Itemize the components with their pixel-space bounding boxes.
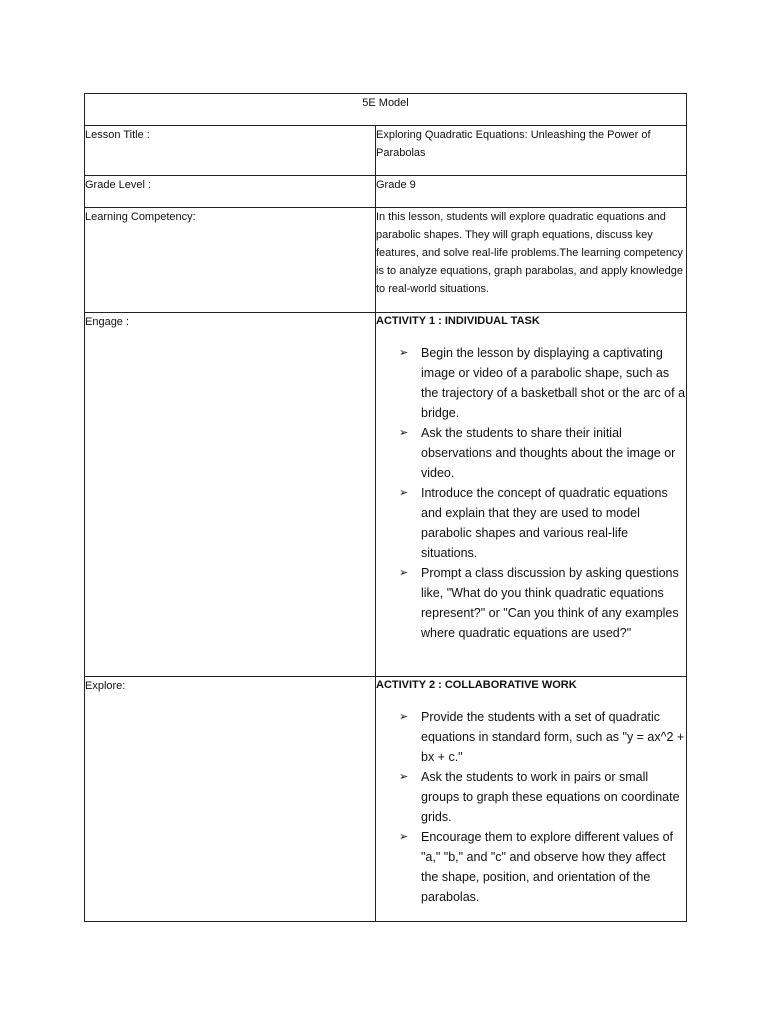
- bullet-text: Ask the students to work in pairs or small groups to graph these equations on coordinate grids.: [421, 770, 680, 824]
- arrowhead-bullet-icon: ➢: [399, 771, 409, 783]
- list-item: [399, 483, 686, 563]
- learning-competency-row: [85, 208, 687, 313]
- list-item: [399, 423, 686, 483]
- list-item: [399, 343, 686, 423]
- list-item: [399, 827, 686, 907]
- grade-level-row: [85, 176, 687, 208]
- list-item: [399, 563, 686, 643]
- bullet-text: Begin the lesson by displaying a captivating image or video of a parabolic shape, such as the trajectory of a basketball shot or the arc of a bridge.: [421, 346, 686, 420]
- bullet-text: Introduce the concept of quadratic equations and explain that they are used to model parabolic shapes and various real-life situations.: [421, 486, 668, 560]
- list-item: [399, 707, 686, 767]
- engage-row: [85, 313, 687, 677]
- arrowhead-bullet-icon: ➢: [399, 567, 409, 579]
- engage-bullet-list: [376, 343, 686, 643]
- table-header-row: [85, 94, 687, 126]
- engage-label: Engage :: [85, 313, 376, 677]
- lesson-title-value: Exploring Quadratic Equations: Unleashing the Power of Parabolas: [376, 126, 687, 176]
- arrowhead-bullet-icon: ➢: [399, 427, 409, 439]
- table-title: 5E Model: [362, 97, 409, 109]
- bullet-text: Encourage them to explore different values of "a," "b," and "c" and observe how they affect the shape, position, and orientation of the parabolas.: [421, 830, 674, 904]
- arrowhead-bullet-icon: ➢: [399, 831, 409, 843]
- explore-content: [376, 677, 687, 922]
- explore-activity-heading: ACTIVITY 2 : COLLABORATIVE WORK: [376, 679, 577, 691]
- grade-level-label: Grade Level :: [85, 176, 376, 208]
- bullet-text: Provide the students with a set of quadratic equations in standard form, such as "y = ax^2 + bx + c.": [421, 710, 685, 764]
- lesson-title-label: Lesson Title :: [85, 126, 376, 176]
- lesson-title-row: [85, 126, 687, 176]
- bullet-text: Prompt a class discussion by asking questions like, "What do you think quadratic equations represent?" or "Can you think of any examples where quadratic equations are used?": [421, 566, 679, 640]
- explore-row: [85, 677, 687, 922]
- explore-label: Explore:: [85, 677, 376, 922]
- bullet-text: Ask the students to share their initial observations and thoughts about the image or video.: [421, 426, 676, 480]
- table-title-cell: [85, 94, 687, 126]
- arrowhead-bullet-icon: ➢: [399, 347, 409, 359]
- lesson-plan-table: [84, 93, 687, 922]
- explore-bullet-list: [376, 707, 686, 907]
- learning-competency-value: In this lesson, students will explore quadratic equations and parabolic shapes. They will graph equations, discuss key features, and solve real-life problems.The learning competency is to analyze equations, graph parabolas, and apply knowledge to real-world situations.: [376, 208, 687, 313]
- learning-competency-label: Learning Competency:: [85, 208, 376, 313]
- arrowhead-bullet-icon: ➢: [399, 487, 409, 499]
- grade-level-value: Grade 9: [376, 176, 687, 208]
- engage-content: [376, 313, 687, 677]
- engage-activity-heading: ACTIVITY 1 : INDIVIDUAL TASK: [376, 315, 540, 327]
- list-item: [399, 767, 686, 827]
- arrowhead-bullet-icon: ➢: [399, 711, 409, 723]
